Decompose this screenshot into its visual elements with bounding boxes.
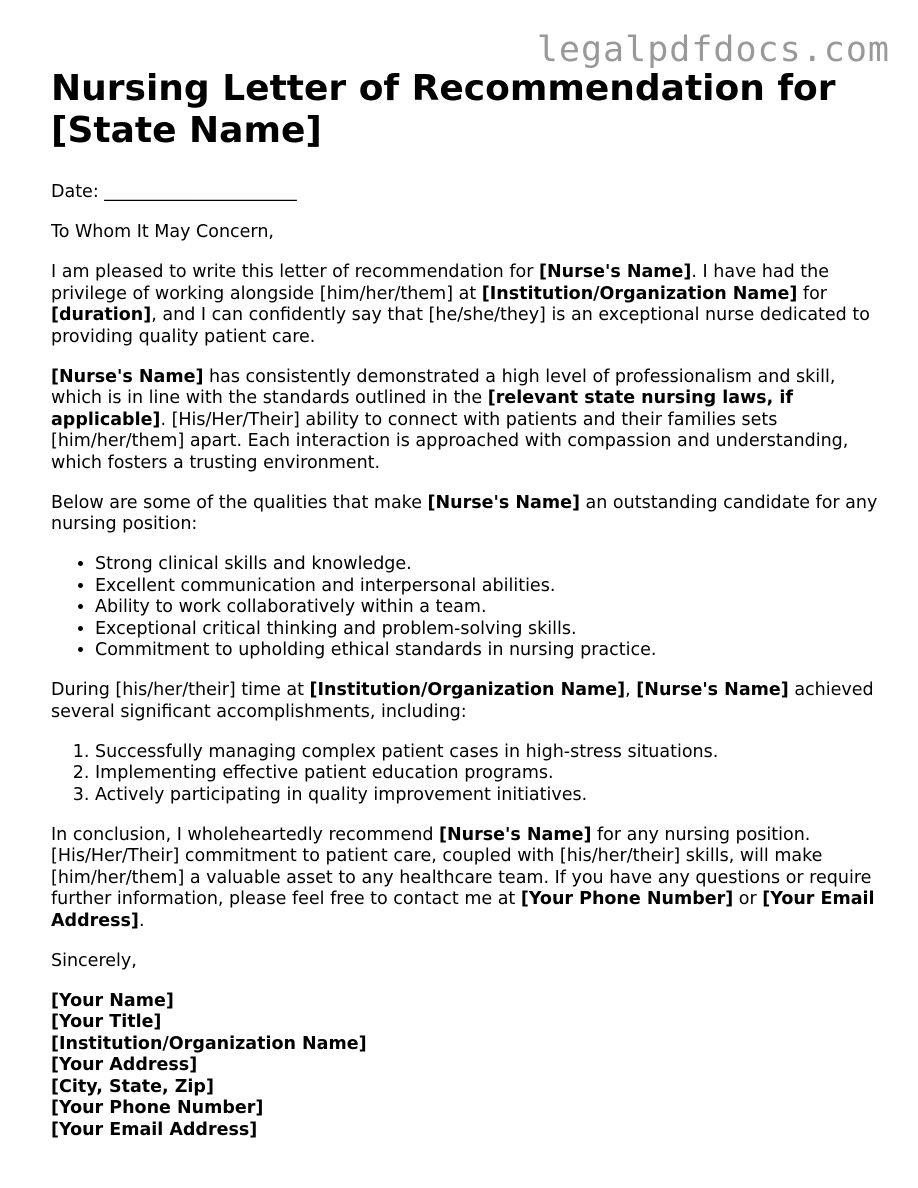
accomplishments-list xyxy=(51,742,881,807)
intro-paragraph: I am pleased to write this letter of recommendation for [Nurse's Name]. I have had the privilege of working alongside [him/her/them] at [Institution/Organization Name] for [duration], and I can confidently say that [he/she/they] is an exceptional nurse dedicated to providing quality patient care. xyxy=(51,262,870,347)
signature-name: [Your Name] xyxy=(51,990,174,1011)
signature-institution: [Institution/Organization Name] xyxy=(51,1033,367,1054)
qualities-list xyxy=(51,554,881,662)
list-item: 1. Successfully managing complex patient cases in high-stress situations. xyxy=(95,742,881,764)
list-item: • Excellent communication and interpersonal abilities. xyxy=(95,576,881,598)
list-item: • Exceptional critical thinking and problem-solving skills. xyxy=(95,619,881,641)
signature-address: [Your Address] xyxy=(51,1055,198,1075)
signature-block xyxy=(51,991,881,1142)
qualities-intro-paragraph: Below are some of the qualities that make [Nurse's Name] an outstanding candidate for any nursing position: xyxy=(51,492,878,534)
watermark: legalpdfdocs.com xyxy=(536,30,890,70)
page-title: Nursing Letter of Recommendation for [State Name] xyxy=(51,68,836,151)
list-item: 3. Actively participating in quality improvement initiatives. xyxy=(95,785,881,807)
closing: Sincerely, xyxy=(51,950,137,971)
list-item: • Strong clinical skills and knowledge. xyxy=(95,554,881,576)
signature-city-state-zip: [City, State, Zip] xyxy=(51,1076,214,1097)
signature-title: [Your Title] xyxy=(51,1012,162,1032)
list-item: • Ability to work collaboratively within a team. xyxy=(95,597,881,619)
list-item: 2. Implementing effective patient education programs. xyxy=(95,763,881,785)
signature-email: [Your Email Address] xyxy=(51,1119,258,1140)
letter-document xyxy=(51,68,881,1141)
professionalism-paragraph: [Nurse's Name] has consistently demonstrated a high level of professionalism and skill, which is in line with the standards outlined in the [relevant state nursing laws, if applicable]. [His/Her/Their] ability to connect with patients and their families sets [him/her/them] apart. Each interaction is approached with compassion and understanding, which fosters a trusting environment. xyxy=(51,366,849,473)
date-line: Date: ______________________ xyxy=(51,182,297,202)
conclusion-paragraph: In conclusion, I wholeheartedly recommend [Nurse's Name] for any nursing position. [His/Her/Their] commitment to patient care, coupled with [his/her/their] skills, will make [him/her/them] a valuable asset to any healthcare team. If you have any questions or require further information, please feel free to contact me at [Your Phone Number] or [Your Email Address]. xyxy=(51,824,875,931)
list-item: • Commitment to upholding ethical standards in nursing practice. xyxy=(95,640,881,662)
salutation: To Whom It May Concern, xyxy=(51,222,274,242)
accomplishments-intro-paragraph: During [his/her/their] time at [Institution/Organization Name], [Nurse's Name] achieved several significant accomplishments, including: xyxy=(51,680,874,722)
signature-phone: [Your Phone Number] xyxy=(51,1098,264,1118)
